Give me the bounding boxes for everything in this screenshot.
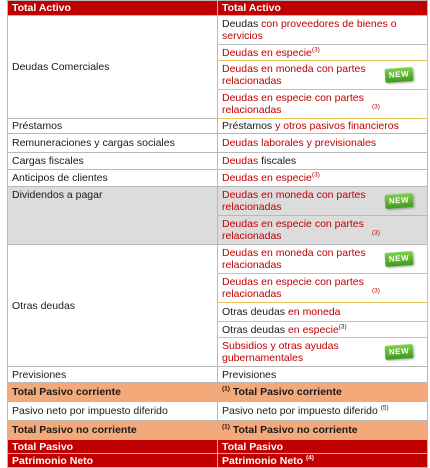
new-badge: NEW: [384, 251, 413, 267]
text-en-moneda: en moneda: [287, 306, 341, 318]
row-label-cargas-fiscales: Cargas fiscales: [8, 153, 218, 170]
cell-deudas-moneda-relacionadas: [218, 61, 428, 90]
text-otros-pasivos: y otros pasivos financieros: [275, 120, 399, 132]
text-deudas: Deudas: [222, 18, 259, 30]
row-label-previsiones: Previsiones: [8, 367, 218, 383]
new-badge: NEW: [384, 344, 413, 360]
text-deudas-especie: Deudas en especie: [222, 172, 312, 184]
row-label-remuneraciones: Remuneraciones y cargas sociales: [8, 134, 218, 153]
footnote-3: (3): [372, 229, 380, 237]
text-deudas-moneda: Deudas en moneda con partes relacionadas: [222, 247, 366, 271]
row-label-pasivo-diferido: Pasivo neto por impuesto diferido: [8, 402, 218, 421]
header-row: [8, 1, 428, 16]
text-deudas-especie-rel: Deudas en especie con partes relacionadas: [222, 218, 364, 242]
text-subsidios: Subsidios y otras ayudas gubernamentales: [222, 340, 339, 364]
table-row: [8, 367, 428, 383]
text-deudas-moneda: Deudas en moneda con partes relacionadas: [222, 189, 366, 213]
table-row-patrimonio: [8, 454, 428, 468]
cell-deudas-fiscales: [218, 153, 428, 170]
text-patrimonio: Patrimonio Neto: [222, 454, 304, 467]
footnote-4: (4): [306, 454, 314, 461]
table-row-total-pasivo: [8, 440, 428, 454]
table-row: [8, 16, 428, 45]
row-label-deudas-comerciales: Deudas Comerciales: [8, 16, 218, 119]
cell-previsiones: Previsiones: [218, 367, 428, 383]
text-fiscales: fiscales: [261, 155, 297, 167]
footnote-3: (3): [311, 46, 320, 53]
cell-otras-deudas-especie: [218, 322, 428, 338]
text-pasivo-diferido: Pasivo neto por impuesto diferido: [222, 405, 378, 417]
text-deudas: Deudas: [222, 155, 259, 167]
footnote-1: (1): [222, 385, 230, 393]
cell-prestamos: [218, 119, 428, 134]
row-label-otras-deudas: Otras deudas: [8, 245, 218, 367]
liabilities-table: [7, 0, 428, 468]
text-total-no-corriente: Total Pasivo no corriente: [232, 424, 358, 436]
footnote-3: (3): [311, 171, 320, 179]
row-label-prestamos: Préstamos: [8, 119, 218, 134]
new-badge: NEW: [384, 193, 413, 209]
text-otras-deudas: Otras deudas: [222, 323, 286, 336]
table-row-total: [8, 421, 428, 440]
table-row: [8, 402, 428, 421]
cell-deudas-especie-relacionadas: [218, 90, 428, 119]
text-prestamos: Préstamos: [222, 120, 273, 132]
patrimonio-left: Patrimonio Neto: [8, 454, 218, 468]
footnote-5: (5): [380, 404, 389, 412]
table-row: [8, 119, 428, 134]
cell-anticipos-especie: [218, 170, 428, 187]
cell-pasivo-diferido: [218, 402, 428, 421]
text-deudas-especie-rel: Deudas en especie con partes relacionadas: [222, 276, 364, 300]
total-pasivo-corriente-right: [218, 383, 428, 402]
row-label-dividendos: Dividendos a pagar: [8, 187, 218, 245]
patrimonio-right: [218, 454, 428, 468]
cell-deudas-proveedores: [218, 16, 428, 45]
text-deudas-especie: Deudas en especie: [222, 46, 312, 59]
cell-subsidios: [218, 338, 428, 367]
text-deudas-especie-rel: Deudas en especie con partes relacionadas: [222, 92, 364, 116]
table-row: [8, 153, 428, 170]
total-pasivo-no-corriente-left: Total Pasivo no corriente: [8, 421, 218, 440]
header-left: Total Activo: [8, 1, 218, 16]
total-pasivo-right: Total Pasivo: [218, 440, 428, 454]
cell-otras-especie-relacionadas: [218, 274, 428, 303]
footnote-1: (1): [222, 423, 230, 431]
cell-deudas-laborales: Deudas laborales y previsionales: [218, 134, 428, 153]
table-row: [8, 134, 428, 153]
total-pasivo-left: Total Pasivo: [8, 440, 218, 454]
table-row: [8, 170, 428, 187]
table-row-total: [8, 383, 428, 402]
text-deudas-moneda: Deudas en moneda con partes relacionadas: [222, 63, 366, 87]
footnote-3: (3): [338, 323, 347, 330]
total-pasivo-corriente-left: Total Pasivo corriente: [8, 383, 218, 402]
cell-otras-moneda-relacionadas: [218, 245, 428, 274]
header-right: Total Activo: [218, 1, 428, 16]
footnote-3: (3): [372, 287, 380, 295]
cell-deudas-especie: [218, 45, 428, 61]
text-en-especie: en especie: [287, 323, 339, 336]
text-proveedores: con proveedores de bienes o servicios: [222, 18, 397, 42]
new-badge: NEW: [384, 67, 413, 83]
table-row: [8, 187, 428, 216]
cell-dividendos-moneda: [218, 187, 428, 216]
cell-dividendos-especie: [218, 216, 428, 245]
cell-otras-deudas-moneda: [218, 303, 428, 322]
footnote-3: (3): [372, 103, 380, 111]
text-otras-deudas: Otras deudas: [222, 306, 286, 318]
text-total-corriente: Total Pasivo corriente: [232, 386, 342, 398]
table-row: [8, 245, 428, 274]
total-pasivo-no-corriente-right: [218, 421, 428, 440]
row-label-anticipos: Anticipos de clientes: [8, 170, 218, 187]
